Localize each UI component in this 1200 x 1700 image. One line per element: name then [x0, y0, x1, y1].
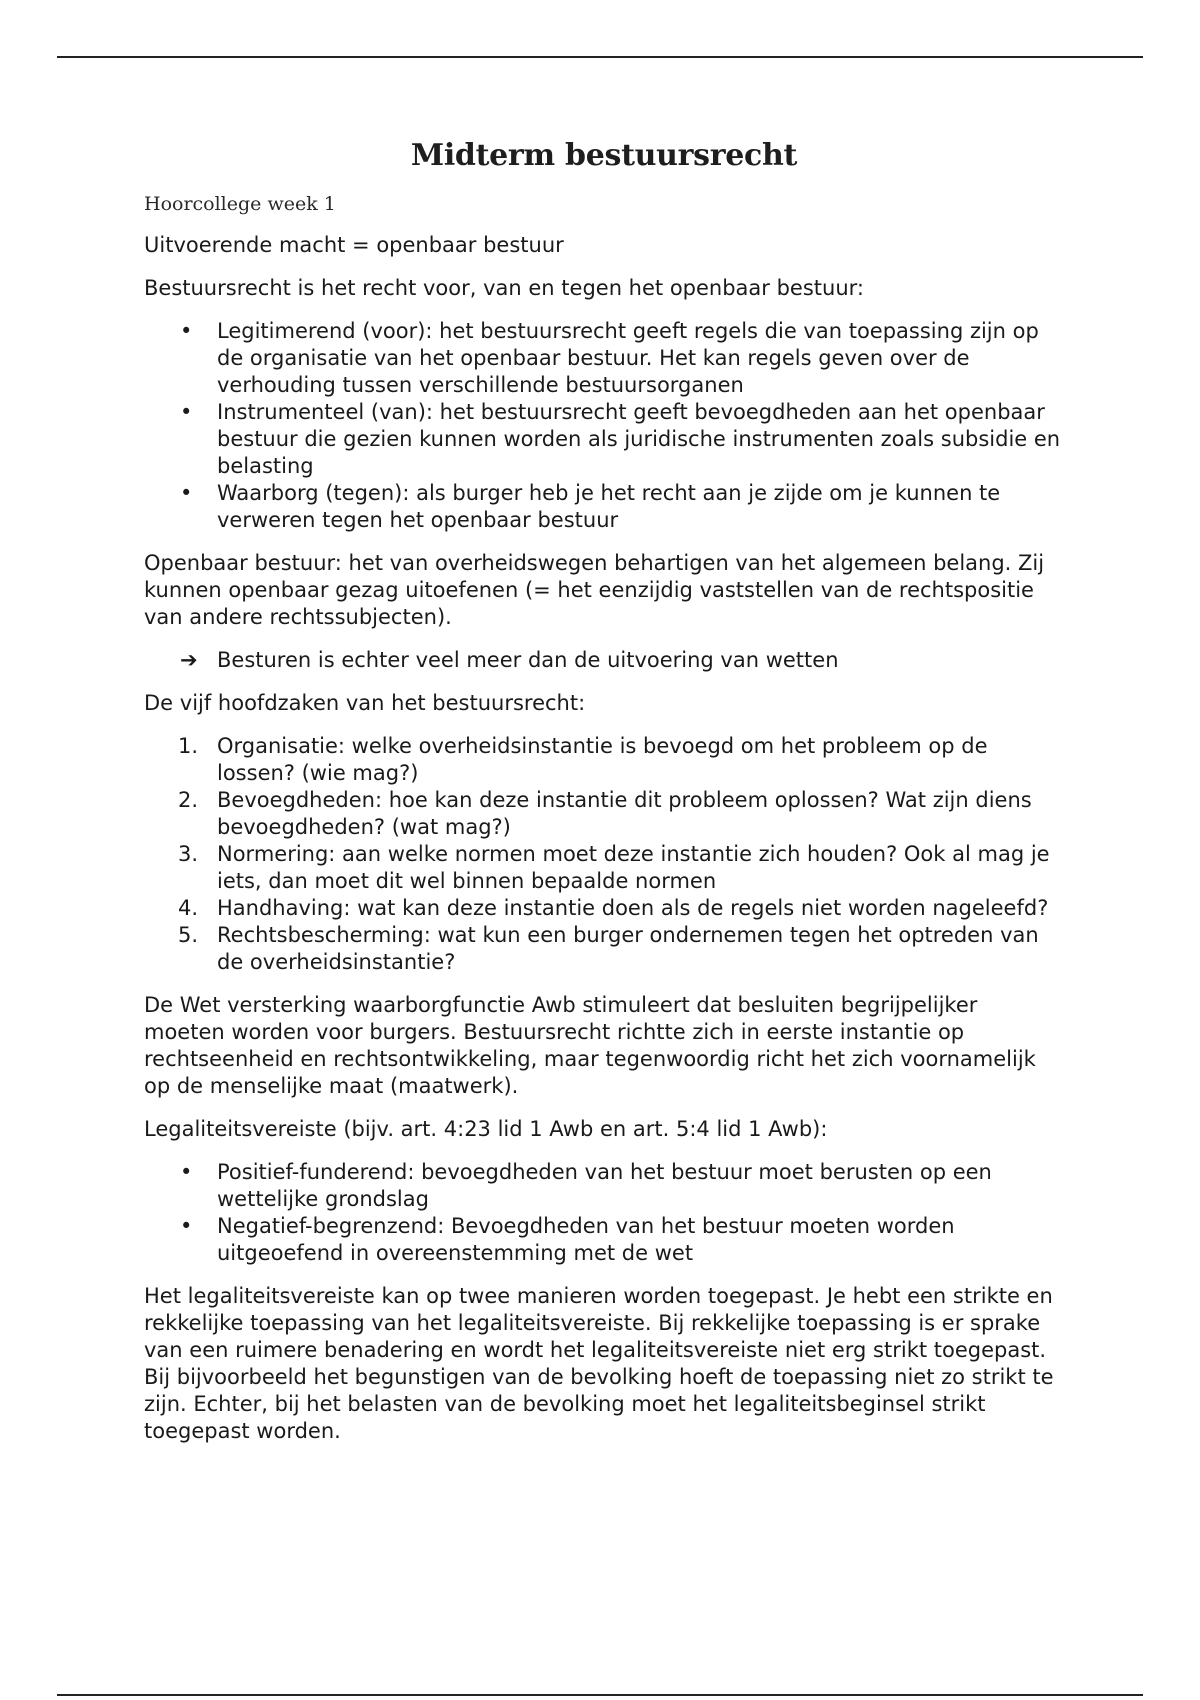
paragraph: Openbaar bestuur: het van overheidswegen behartigen van het algemeen belang. Zij kunnen openbaar gezag uitoefenen (= het eenzijdig vaststellen van de rechtspositie van andere rechtssubjecten).	[144, 551, 1045, 629]
subheading: Hoorcollege week 1	[144, 193, 336, 215]
paragraph: Bestuursrecht is het recht voor, van en tegen het openbaar bestuur:	[144, 276, 864, 300]
list-item	[144, 895, 1064, 922]
bullet-icon: •	[180, 481, 193, 505]
list-item	[144, 318, 1064, 399]
paragraph: De vijf hoofdzaken van het bestuursrecht:	[144, 691, 586, 715]
paragraph: Legaliteitsvereiste (bijv. art. 4:23 lid 1 Awb en art. 5:4 lid 1 Awb):	[144, 1117, 828, 1141]
list-item	[144, 480, 1064, 534]
document-title: Midterm bestuursrecht	[410, 138, 798, 173]
bottom-rule	[57, 1694, 1143, 1696]
arrow-right-icon: ➔	[180, 648, 198, 672]
paragraph: Het legaliteitsvereiste kan op twee manieren worden toegepast. Je hebt een strikte en rekkelijke toepassing van het legaliteitsvereiste. Bij rekkelijke toepassing is er sprake van een ruimere benadering en wordt het legaliteitsvereiste niet erg strikt toegepast. Bij bijvoorbeeld het begunstigen van de bevolking hoeft de toepassing niet zo strikt te zijn. Echter, bij het belasten van de bevolking moet het legaliteitsbeginsel strikt toegepast worden.	[144, 1284, 1054, 1443]
list-item-text: Positief-funderend: bevoegdheden van het bestuur moet berusten op een wettelijke grondslag	[217, 1160, 992, 1211]
list-number: 4.	[178, 896, 199, 920]
list-number: 1.	[178, 734, 199, 758]
paragraph: De Wet versterking waarborgfunctie Awb stimuleert dat besluiten begrijpelijker moeten worden voor burgers. Bestuursrecht richtte zich in eerste instantie op rechtseenheid en rechtsontwikkeling, maar tegenwoordig richt het zich voornamelijk op de menselijke maat (maatwerk).	[144, 993, 1036, 1098]
list-item-text: Instrumenteel (van): het bestuursrecht geeft bevoegdheden aan het openbaar bestuur die gezien kunnen worden als juridische instrumenten zoals subsidie en belasting	[217, 400, 1061, 478]
bullet-icon: •	[180, 319, 193, 343]
list-item-text: Negatief-begrenzend: Bevoegdheden van het bestuur moeten worden uitgeoefend in overeenstemming met de wet	[217, 1214, 955, 1265]
list-item-text: Handhaving: wat kan deze instantie doen als de regels niet worden nageleefd?	[217, 896, 1049, 920]
list-item	[144, 1159, 1064, 1213]
list-item-text: Legitimerend (voor): het bestuursrecht geeft regels die van toepassing zijn op de organisatie van het openbaar bestuur. Het kan regels geven over de verhouding tussen verschillende bestuursorganen	[217, 319, 1039, 397]
arrow-list	[144, 647, 1064, 674]
list-item-text: Bevoegdheden: hoe kan deze instantie dit probleem oplossen? Wat zijn diens bevoegdheden? (wat mag?)	[217, 788, 1032, 839]
bullet-icon: •	[180, 1214, 193, 1238]
list-item-text: Waarborg (tegen): als burger heb je het recht aan je zijde om je kunnen te verweren tegen het openbaar bestuur	[217, 481, 1001, 532]
list-item-text: Rechtsbescherming: wat kun een burger ondernemen tegen het optreden van de overheidsinstantie?	[217, 923, 1039, 974]
bullet-list	[144, 318, 1064, 534]
list-item	[144, 399, 1064, 480]
list-item	[144, 922, 1064, 976]
list-item	[144, 1213, 1064, 1267]
document-page	[144, 138, 1064, 1461]
list-item	[144, 647, 1064, 674]
list-item	[144, 787, 1064, 841]
list-item	[144, 841, 1064, 895]
bullet-list	[144, 1159, 1064, 1267]
bullet-icon: •	[180, 1160, 193, 1184]
list-item-text: Organisatie: welke overheidsinstantie is bevoegd om het probleem op de lossen? (wie mag?)	[217, 734, 988, 785]
list-number: 3.	[178, 842, 199, 866]
numbered-list	[144, 733, 1064, 976]
list-item-text: Normering: aan welke normen moet deze instantie zich houden? Ook al mag je iets, dan moet dit wel binnen bepaalde normen	[217, 842, 1050, 893]
list-number: 5.	[178, 923, 199, 947]
list-number: 2.	[178, 788, 199, 812]
top-rule	[57, 56, 1143, 58]
list-item-text: Besturen is echter veel meer dan de uitvoering van wetten	[217, 648, 839, 672]
bullet-icon: •	[180, 400, 193, 424]
list-item	[144, 733, 1064, 787]
paragraph: Uitvoerende macht = openbaar bestuur	[144, 233, 564, 257]
